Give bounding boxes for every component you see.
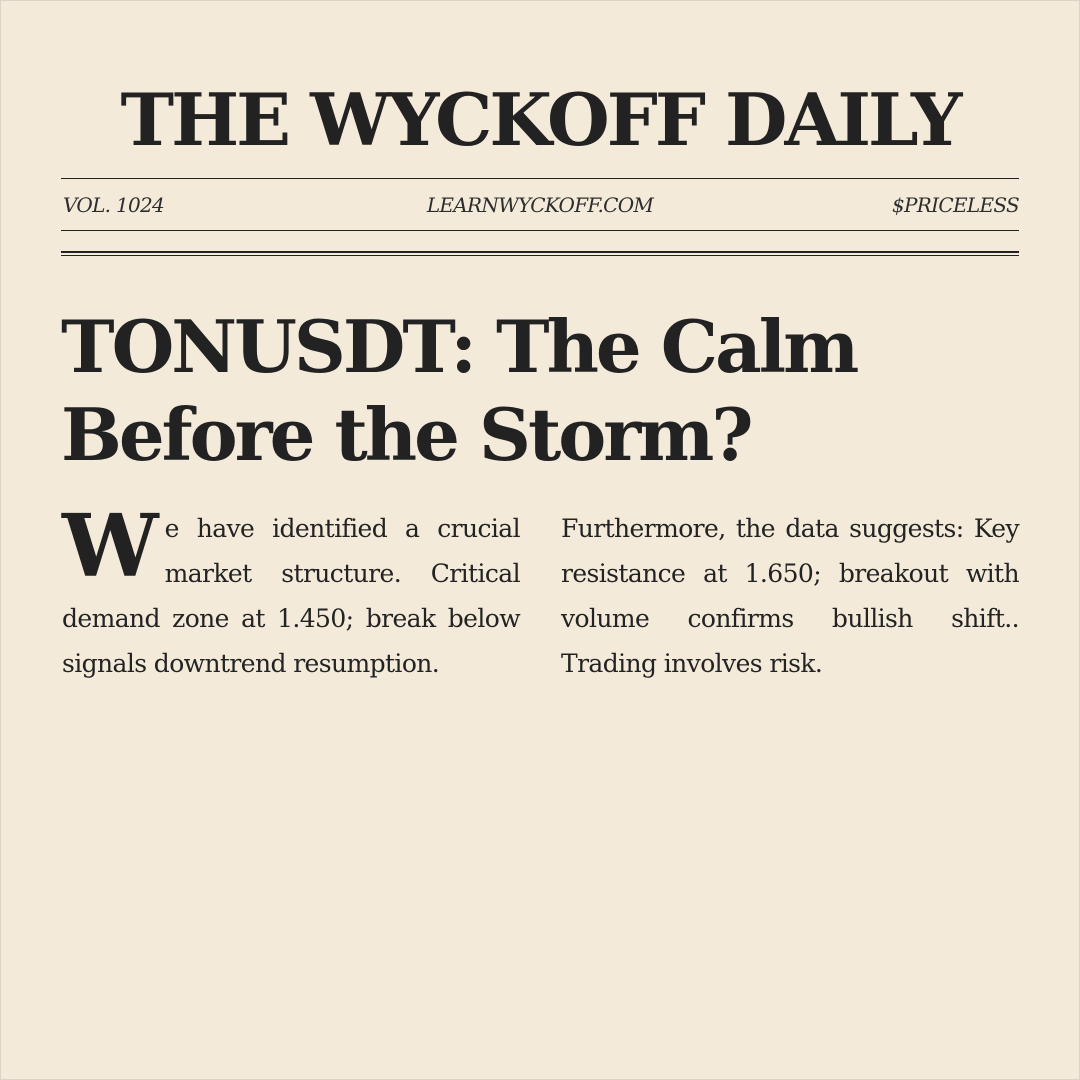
section-double-rule-bottom bbox=[61, 255, 1019, 256]
section-double-rule-top bbox=[61, 251, 1019, 253]
article-headline: TONUSDT: The Calm Before the Storm? bbox=[61, 304, 857, 477]
price-label: $PRICELESS bbox=[892, 193, 1019, 217]
volume-label: VOL. 1024 bbox=[63, 193, 165, 217]
website-label: LEARNWYCKOFF.COM bbox=[426, 193, 654, 217]
masthead-top-rule bbox=[61, 178, 1019, 179]
article-left-column bbox=[62, 496, 520, 686]
article-right-column: Furthermore, the data suggests: Key resistance at 1.650; breakout with volume confirms bullish shift.. Trading involves risk. bbox=[561, 514, 1019, 678]
dropcap-letter: W bbox=[62, 496, 157, 597]
article-left-text: e have identified a crucial market structure. Critical demand zone at 1.450; break below signals downtrend resumption. bbox=[62, 514, 520, 678]
masthead-bottom-rule bbox=[61, 230, 1019, 231]
newspaper-masthead: THE WYCKOFF DAILY bbox=[120, 77, 960, 162]
